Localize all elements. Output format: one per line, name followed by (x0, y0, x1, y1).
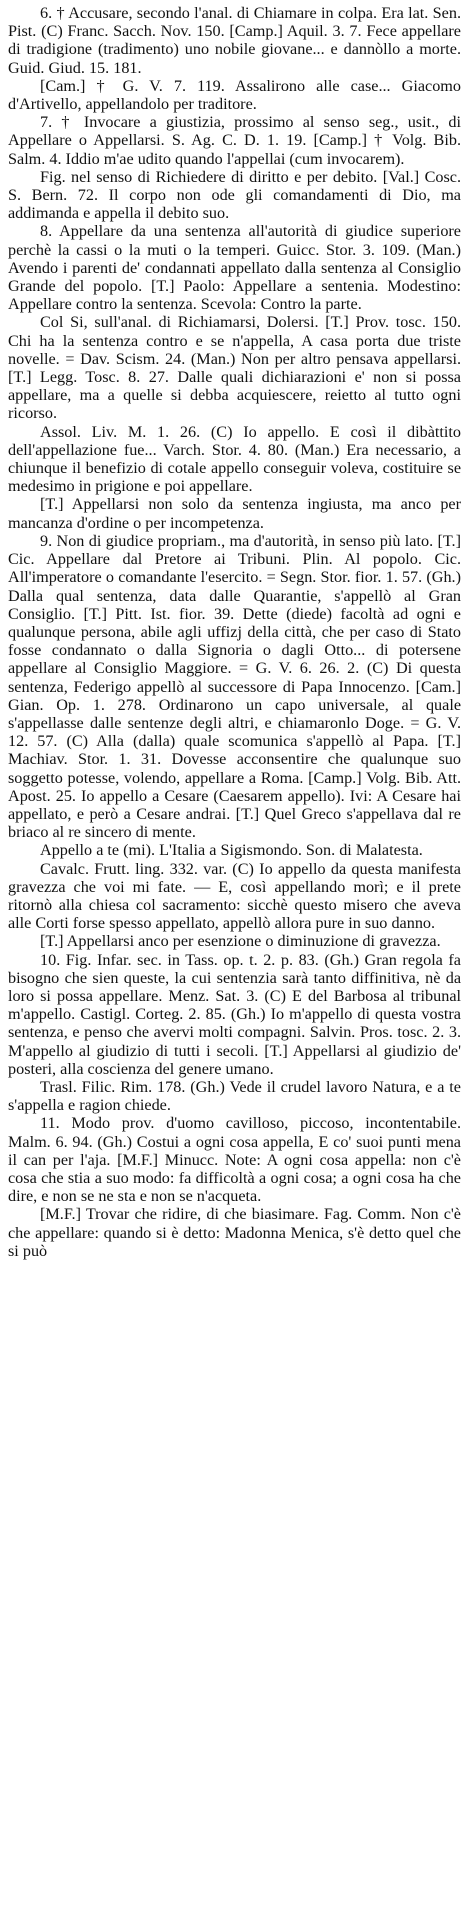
entry-paragraph: 7. † Invocare a giustizia, prossimo al senso seg., usit., di Appellare o Appellarsi. S. Ag. C. D. 1. 19. [Camp.] † Volg. Bib. Salm. 4. Iddio m'ae udito quando l'appellai (cum invocarem). (8, 113, 461, 168)
entry-paragraph: Col Si, sull'anal. di Richiamarsi, Dolersi. [T.] Prov. tosc. 150. Chi ha la sentenza contro e se n'appella, A casa porta due triste novelle. = Dav. Scism. 24. (Man.) Non per altro pensava appellarsi. [T.] Legg. Tosc. 8. 27. Dalle quali dichiarazioni e' non si possa appellare, ma a quelle si debba acquiescere, reietto al tutto ogni ricorso. (8, 313, 461, 423)
entry-paragraph: 9. Non di giudice propriam., ma d'autorità, in senso più lato. [T.] Cic. Appellare dal Pretore ai Tribuni. Plin. Al popolo. Cic. All'imperatore o comandante l'esercito. = Segn. Stor. fior. 1. 57. (Gh.) Dalla qual sentenza, data dalle Quarantie, s'appellò al Gran Consiglio. [T.] Pitt. Ist. fior. 39. Dette (diede) facoltà ad ogni e qualunque persona, abile agli uffizj della città, che per caso di Stato fosse condannato o dalla Signoria o dagli Otto... di potersene appellare al Consiglio Maggiore. = G. V. 6. 26. 2. (C) Di questa sentenza, Federigo appellò al successore di Papa Innocenzo. [Cam.] Gian. Op. 1. 278. Ordinarono un capo universale, al quale s'appellasse dalle sentenze degli altri, e chiamaronlo Doge. = G. V. 12. 57. (C) Alla (dalla) quale scomunica s'appellò al Papa. [T.] Machiav. Stor. 1. 31. Dovesse acconsentire che qualunque suo soggetto potesse, volendo, appellare a Roma. [Camp.] Volg. Bib. Att. Apost. 25. Io appello a Cesare (Caesarem appello). Ivi: A Cesare hai appellato, e però a Cesare andrai. [T.] Quel Greco s'appellava dal re briaco al re sincero di mente. (8, 531, 461, 842)
entry-paragraph: 6. † Accusare, secondo l'anal. di Chiamare in colpa. Era lat. Sen. Pist. (C) Franc. Sacch. Nov. 150. [Camp.] Aquil. 3. 7. Fece appellare di tradigione (tradimento) uno nobile giovane... e dannòllo a morte. Guid. Giud. 15. 181. (8, 4, 461, 77)
entry-paragraph: 10. Fig. Infar. sec. in Tass. op. t. 2. p. 83. (Gh.) Gran regola fa bisogno che sien queste, la cui sentenzia sarà tanto diffinitiva, nè da loro si possa appellare. Menz. Sat. 3. (C) E del Barbosa al tribunal m'appello. Castigl. Corteg. 2. 85. (Gh.) Io m'appello di questa vostra sentenza, e penso che avervi molti compagni. Salvin. Pros. tosc. 2. 3. M'appello al giudizio di tutti i secoli. [T.] Appellarsi al giudizio de' posteri, alla coscienza del genere umano. (8, 950, 461, 1078)
entry-paragraph: Assol. Liv. M. 1. 26. (C) Io appello. E così il dibàttito dell'appellazione fue... Varch. Stor. 4. 80. (Man.) Era necessario, a chiunque il benefizio di cotale appello conseguir voleva, costituire se medesimo in prigione e poi appellare. (8, 422, 461, 496)
entry-paragraph: Cavalc. Frutt. ling. 332. var. (C) Io appello da questa manifesta gravezza che voi mi fate. — E, così appellando morì; e il prete ritornò alla chiesa col sacramento: sicchè questo misero che aveva alle Corti forse spesso appellato, appellò allora pure in suo danno. (8, 859, 461, 933)
entry-paragraph: Fig. nel senso di Richiedere di diritto e per debito. [Val.] Cosc. S. Bern. 72. Il corpo non ode gli comandamenti di Dio, ma addimanda e appella il debito suo. (8, 167, 461, 223)
entry-paragraph: [T.] Appellarsi non solo da sentenza ingiusta, ma anco per mancanza d'ordine o per incompetenza. (8, 495, 461, 532)
entry-paragraph: [Cam.] † G. V. 7. 119. Assalirono alle case... Giacomo d'Artivello, appellandolo per traditore. (8, 76, 461, 114)
entry-paragraph: Appello a te (mi). L'Italia a Sigismondo. Son. di Malatesta. (40, 841, 423, 860)
entry-paragraph: 11. Modo prov. d'uomo cavilloso, piccoso, incontentabile. Malm. 6. 94. (Gh.) Costui a ogni cosa appella, E co' suoi punti mena il can per l'aja. [M.F.] Minucc. Note: A ogni cosa appella: non c'è cosa che stia a suo modo: fa difficoltà a ogni cosa; a ogni cosa ha che dire, e non se ne sta e non se n'acqueta. (8, 1114, 461, 1206)
entry-paragraph: [M.F.] Trovar che ridire, di che biasimare. Fag. Comm. Non c'è che appellare: quando si è detto: Madonna Menica, s'è detto quel che si può (8, 1205, 461, 1260)
entry-paragraph: Trasl. Filic. Rim. 178. (Gh.) Vede il crudel lavoro Natura, e a te s'appella e ragion chiede. (8, 1077, 461, 1115)
entry-paragraph: [T.] Appellarsi anco per esenzione o diminuzione di gravezza. (40, 932, 441, 951)
entry-paragraph: 8. Appellare da una sentenza all'autorità di giudice superiore perchè la cassi o la muti o la temperi. Guicc. Stor. 3. 109. (Man.) Avendo i parenti de' condannati appellato dalla sentenza al Consiglio Grande del popolo. [T.] Paolo: Appellare a sentenia. Modestino: Appellare contro la sentenza. Scevola: Contro la parte. (8, 222, 461, 314)
